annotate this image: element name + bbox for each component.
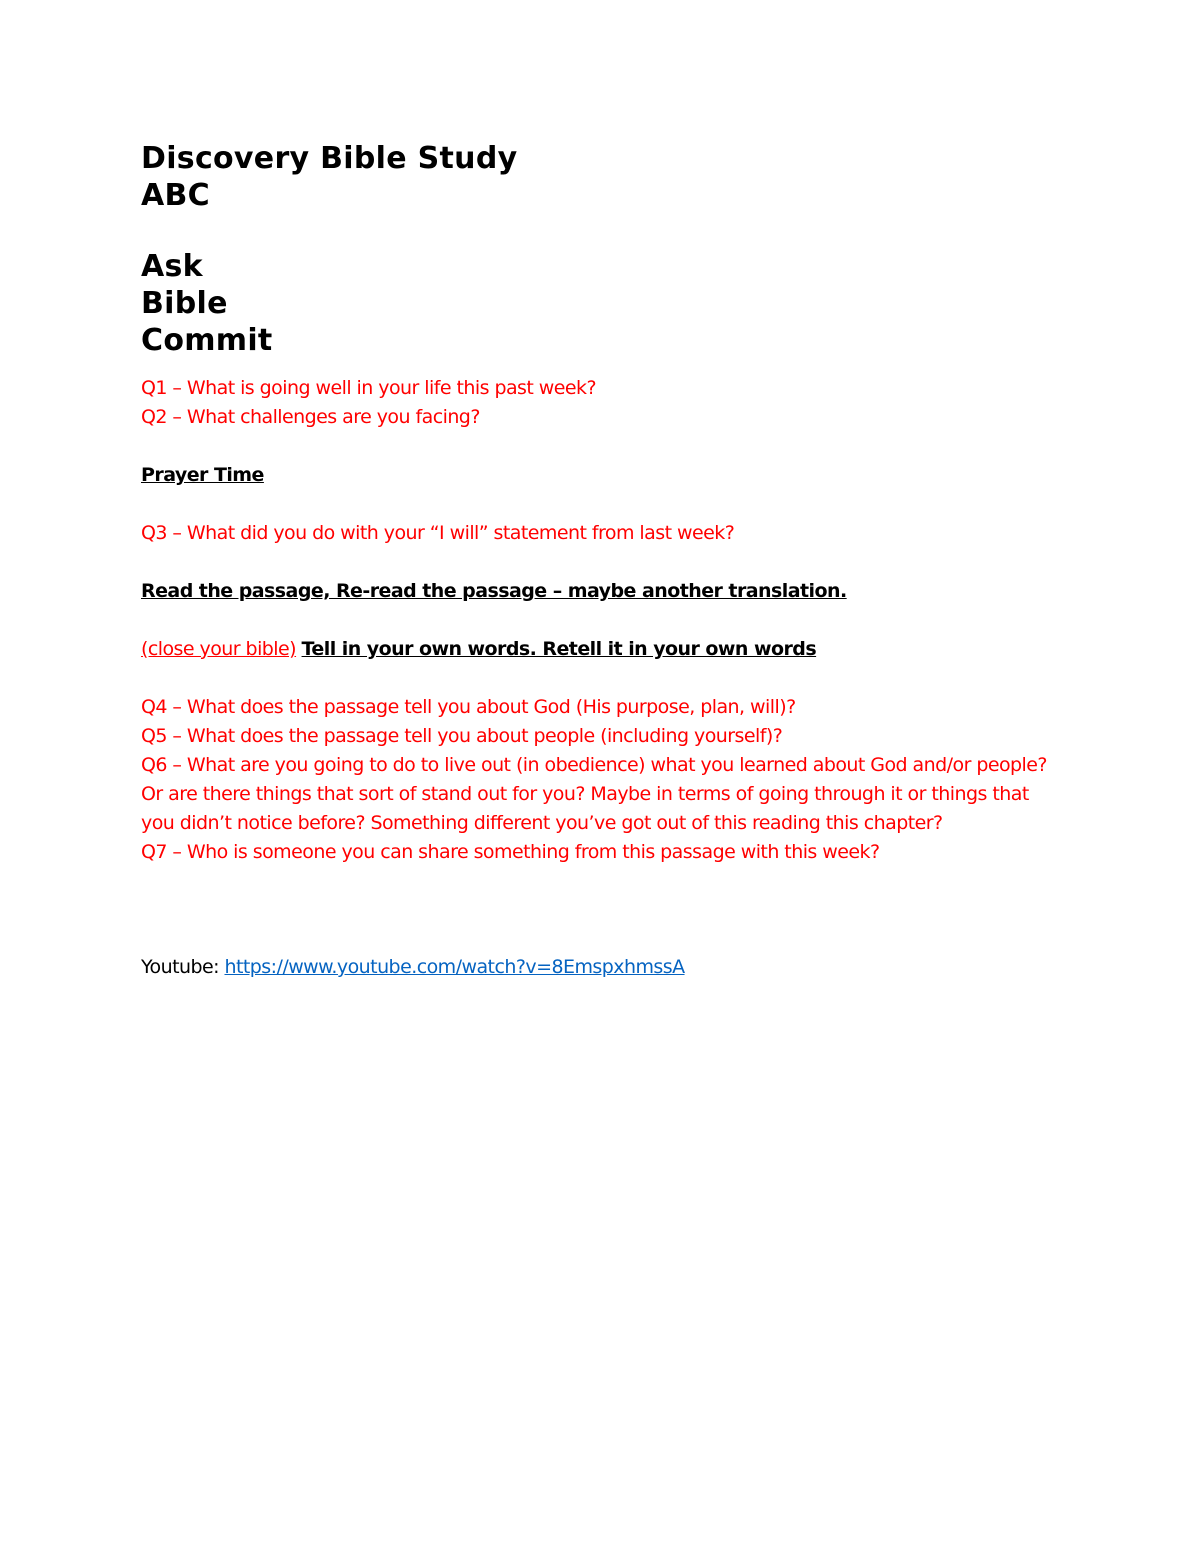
close-bible-note: (close your bible) [141, 638, 297, 660]
acronym-commit: Commit [141, 323, 273, 358]
question-q5: Q5 – What does the passage tell you about people (including yourself)? [141, 725, 783, 747]
study-body [141, 374, 1061, 982]
question-q4: Q4 – What does the passage tell you about God (His purpose, plan, will)? [141, 696, 796, 718]
spacer [141, 606, 1061, 635]
retell-line [141, 635, 1061, 664]
spacer [141, 432, 1061, 461]
spacer [141, 867, 1061, 953]
title-spacer [141, 214, 1061, 248]
title-block [141, 140, 1061, 359]
question-q2: Q2 – What challenges are you facing? [141, 406, 480, 428]
youtube-label: Youtube: [141, 956, 225, 978]
acronym-bible: Bible [141, 286, 228, 321]
acronym-ask: Ask [141, 249, 203, 284]
question-q3: Q3 – What did you do with your “I will” statement from last week? [141, 522, 735, 544]
question-q7: Q7 – Who is someone you can share something from this passage with this week? [141, 841, 880, 863]
question-q1: Q1 – What is going well in your life this past week? [141, 377, 597, 399]
spacer [141, 548, 1061, 577]
retell-heading: Tell in your own words. Retell it in your own words [301, 638, 817, 660]
document-content [141, 140, 1061, 982]
spacer [141, 490, 1061, 519]
youtube-link[interactable]: https://www.youtube.com/watch?v=8EmspxhmssA [224, 956, 685, 978]
document-subtitle: ABC [141, 178, 211, 213]
question-q6: Q6 – What are you going to do to live out (in obedience) what you learned about God and/or people? Or are there things that sort of stand out for you? Maybe in terms of going through it or things that you didn’t notice before? Something different you’ve got out of this reading this chapter? [141, 754, 1047, 834]
document-title: Discovery Bible Study [141, 141, 518, 176]
youtube-line [141, 953, 1061, 982]
spacer [141, 664, 1061, 693]
prayer-time-heading: Prayer Time [141, 464, 264, 486]
read-passage-heading: Read the passage, Re-read the passage – maybe another translation. [141, 580, 847, 602]
